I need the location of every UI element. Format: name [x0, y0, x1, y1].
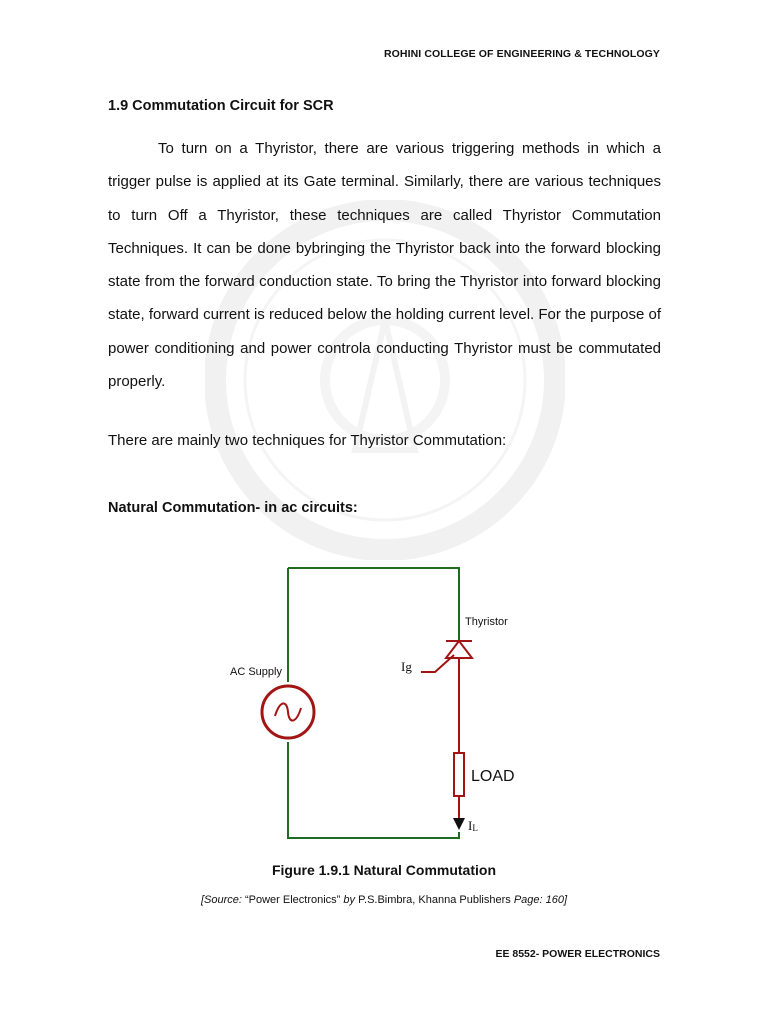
subheading-natural-commutation: Natural Commutation- in ac circuits: [108, 500, 358, 516]
source-by: by [343, 894, 359, 906]
current-arrow-icon [453, 818, 465, 830]
intro-sentence: There are mainly two techniques for Thyristor Commutation: [108, 432, 507, 449]
figure-source [0, 894, 768, 906]
thyristor-symbol [421, 641, 472, 753]
section-title: 1.9 Commutation Circuit for SCR [108, 98, 334, 114]
load-resistor [453, 753, 465, 830]
source-title: “Power Electronics” [244, 894, 344, 906]
natural-commutation-circuit [225, 560, 545, 850]
source-page: Page: 160] [513, 894, 568, 906]
thyristor-label: Thyristor [465, 616, 508, 628]
ac-source-symbol [262, 686, 314, 738]
circuit-wire [288, 742, 459, 838]
source-prefix: [Source: [200, 894, 245, 906]
circuit-wire [288, 568, 459, 641]
body-paragraph: To turn on a Thyristor, there are various triggering methods in which a trigger pulse is applied at its Gate terminal. Similarly, there are various techniques to turn Off a Thyristor, these techniques are called Thyristor Commutation Techniques. It can be done bybringing the Thyristor back into the forward blocking state from the forward conduction state. To bring the Thyristor into forward blocking state, forward current is reduced below the holding current level. For the purpose of power conditioning and power controla conducting Thyristor must be commutated properly. [108, 140, 661, 391]
page-footer: EE 8552- POWER ELECTRONICS [495, 948, 660, 960]
ac-supply-label: AC Supply [230, 666, 282, 678]
page-header: ROHINI COLLEGE OF ENGINEERING & TECHNOLOGY [383, 48, 660, 60]
figure-caption: Figure 1.9.1 Natural Commutation [271, 862, 497, 878]
load-label: LOAD [471, 768, 515, 785]
source-author: P.S.Bimbra, Khanna Publishers [358, 894, 514, 906]
load-current-label: IL [468, 818, 478, 833]
gate-current-label: Ig [401, 659, 412, 674]
